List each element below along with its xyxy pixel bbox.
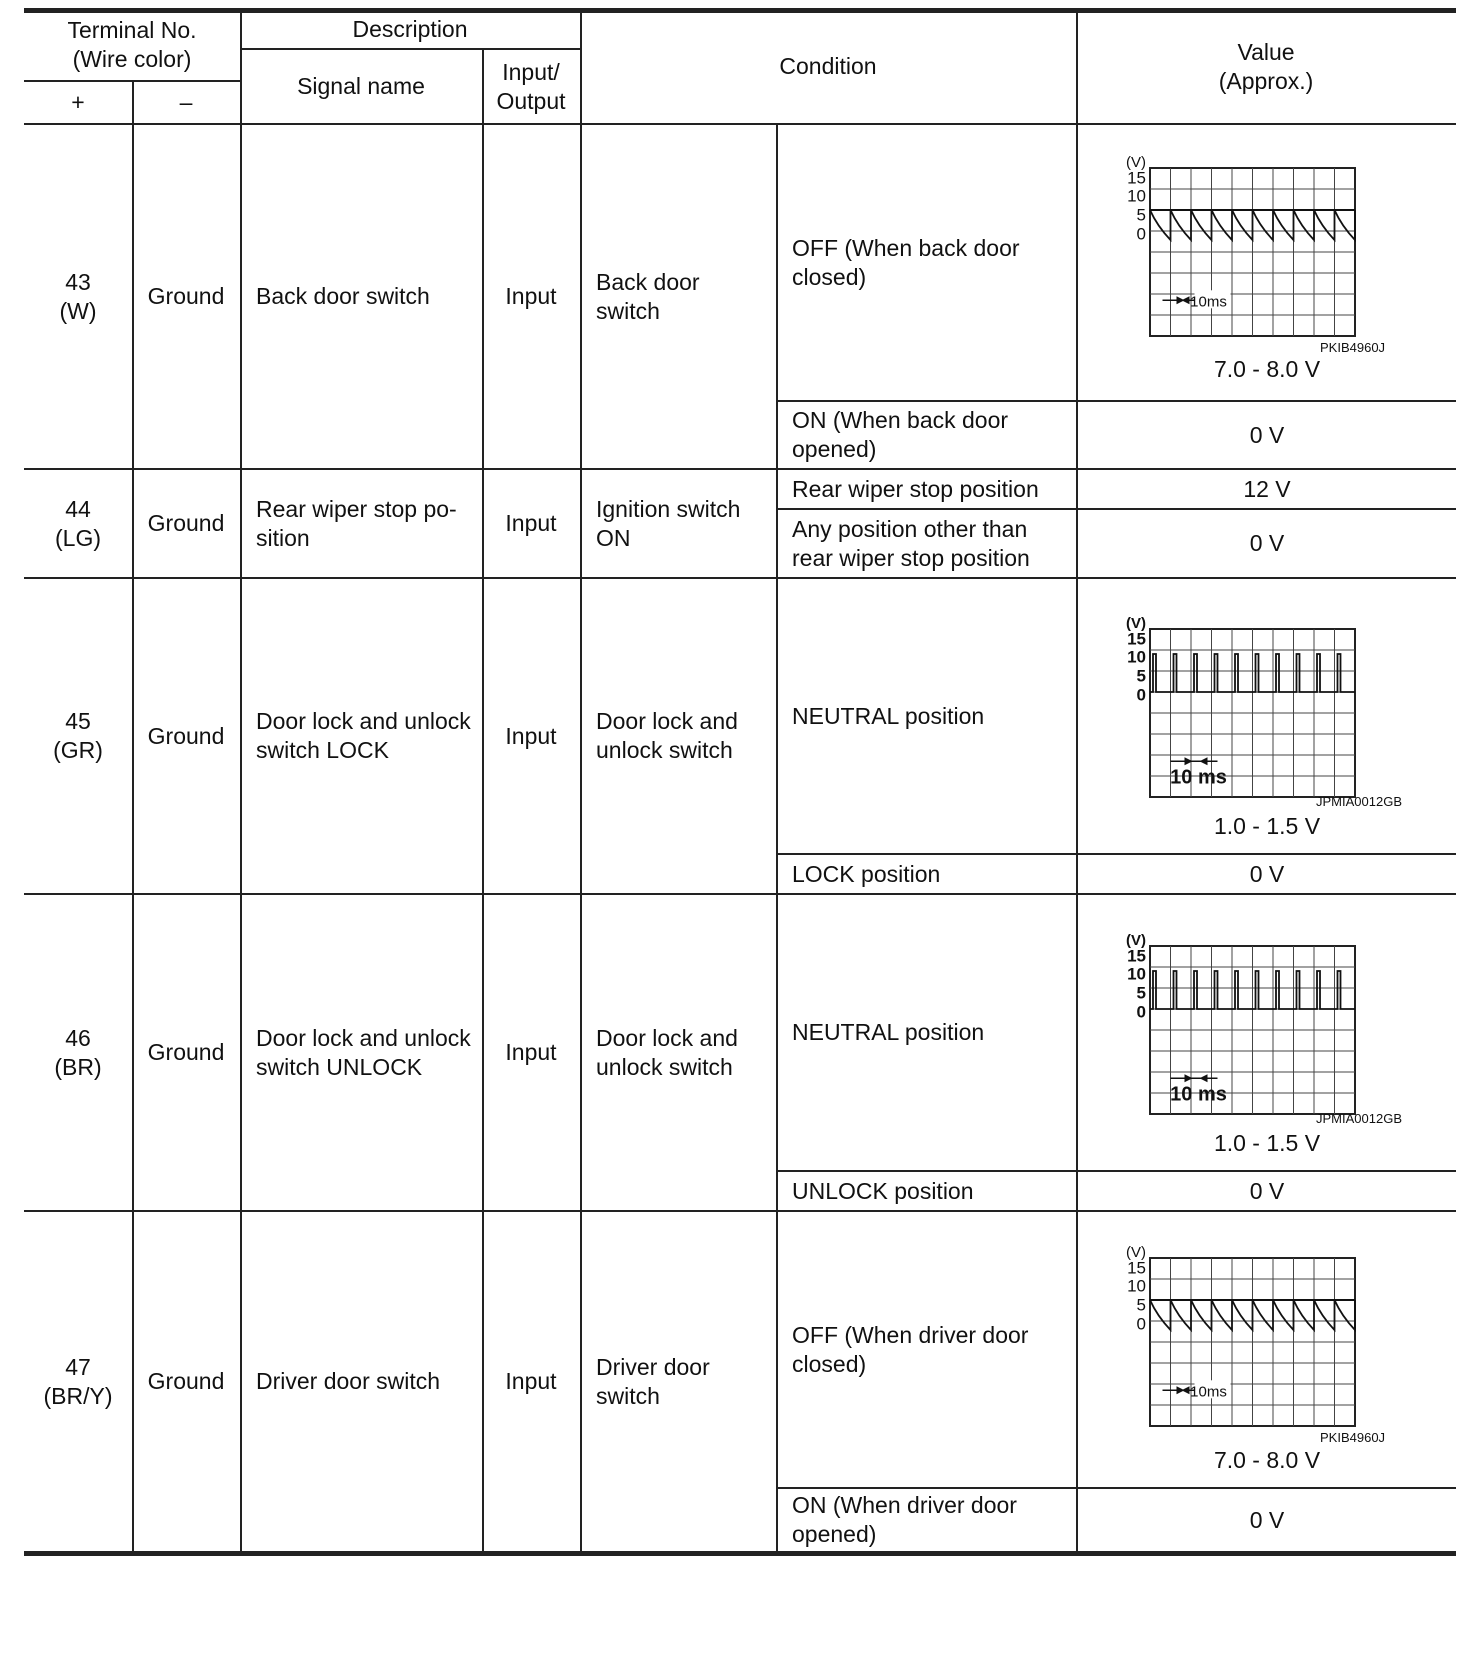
axis-tick-label: 5 (1136, 1295, 1146, 1315)
header-condition: Condition (779, 53, 877, 79)
value: 7.0 - 8.0 V (1213, 1447, 1321, 1473)
value: 0 V (1249, 530, 1285, 556)
axis-tick-label: (V) (1126, 1246, 1146, 1261)
waveform-graph (1120, 934, 1360, 1119)
condition: Driver door switch (596, 1353, 710, 1409)
axis-tick-label: 15 (1127, 168, 1146, 188)
header-input-output: Input/ Output (496, 58, 566, 114)
terminal-number: 44 (LG) (55, 495, 101, 551)
axis-tick-label: 10 (1127, 186, 1146, 206)
waveform-sawtooth (1120, 156, 1360, 341)
ground-terminal: Ground (147, 1039, 225, 1065)
axis-tick-label: 5 (1136, 666, 1146, 686)
arrow-icon (1200, 1074, 1208, 1082)
waveform-trace (1150, 210, 1355, 240)
value: 12 V (1243, 475, 1291, 502)
ground-terminal: Ground (147, 722, 225, 749)
axis-tick-label: 0 (1136, 224, 1146, 244)
divider (1076, 8, 1078, 1553)
sub-condition: UNLOCK position (792, 1177, 974, 1204)
waveform-graph (1120, 1246, 1360, 1431)
sub-condition: Any position other than rear wiper stop position (792, 515, 1030, 571)
value: 0 V (1249, 860, 1285, 887)
terminal-number: 46 (BR) (54, 1024, 102, 1080)
time-division-label: 10 ms (1170, 1083, 1227, 1106)
figure-code: JPMIA0012GB (1316, 1111, 1402, 1126)
sub-condition: ON (When back door opened) (792, 407, 1009, 462)
arrow-icon (1182, 1386, 1190, 1394)
terminal-number: 45 (GR) (53, 708, 103, 763)
input-output: Input (505, 1368, 557, 1394)
axis-tick-label: 5 (1136, 983, 1146, 1003)
table-bottom-rule (24, 1551, 1456, 1556)
header-description: Description (352, 15, 468, 42)
axis-tick-label: 5 (1136, 205, 1146, 225)
arrow-icon (1200, 757, 1208, 765)
terminal-number: 43 (W) (59, 268, 97, 324)
condition: Door lock and unlock switch (596, 1024, 738, 1080)
figure-code: PKIB4960J (1320, 1430, 1386, 1445)
value: 0 V (1249, 1506, 1285, 1533)
value: 0 V (1249, 1177, 1285, 1204)
axis-tick-label: 0 (1136, 685, 1146, 705)
signal-name: Driver door switch (256, 1368, 441, 1394)
condition: Back door switch (596, 268, 700, 324)
axis-tick-label: (V) (1126, 934, 1146, 949)
waveform-pulse (1120, 617, 1360, 802)
condition: Door lock and unlock switch (596, 708, 738, 763)
axis-tick-label: 10 (1127, 964, 1146, 984)
time-division-label: 10ms (1190, 1383, 1227, 1401)
sub-condition: OFF (When back door closed) (792, 234, 1020, 290)
time-division-label: 10 ms (1170, 766, 1227, 789)
waveform-graph (1120, 156, 1360, 341)
axis-tick-label: 0 (1136, 1002, 1146, 1022)
figure-code: JPMIA0012GB (1316, 794, 1402, 809)
input-output: Input (505, 510, 557, 536)
axis-tick-label: 15 (1127, 1258, 1146, 1278)
axis-tick-label: (V) (1126, 156, 1146, 171)
header-plus: + (71, 89, 85, 115)
time-division-label: 10ms (1190, 293, 1227, 311)
waveform-graph (1120, 617, 1360, 802)
value: 0 V (1249, 421, 1285, 448)
header-signal-name: Signal name (297, 73, 425, 99)
arrow-icon (1182, 296, 1190, 304)
condition: Ignition switch ON (596, 495, 741, 551)
ground-terminal: Ground (147, 283, 225, 309)
header-terminal-no: Terminal No. (Wire color) (67, 17, 197, 72)
axis-tick-label: 10 (1127, 1276, 1146, 1296)
signal-name: Door lock and unlock switch UNLOCK (256, 1024, 471, 1080)
value: 7.0 - 8.0 V (1213, 356, 1321, 382)
terminal-number: 47 (BR/Y) (43, 1353, 113, 1409)
value: 1.0 - 1.5 V (1213, 1130, 1321, 1156)
figure-code: PKIB4960J (1320, 340, 1386, 355)
waveform-trace (1150, 1300, 1355, 1330)
sub-condition: NEUTRAL position (792, 1019, 985, 1045)
sub-condition: OFF (When driver door closed) (792, 1321, 1029, 1377)
sub-condition: Rear wiper stop position (792, 475, 1039, 502)
signal-name: Back door switch (256, 283, 430, 309)
value: 1.0 - 1.5 V (1213, 813, 1321, 839)
axis-tick-label: (V) (1126, 617, 1146, 632)
input-output: Input (505, 722, 557, 749)
input-output: Input (505, 1039, 557, 1065)
signal-name: Door lock and unlock switch LOCK (256, 708, 471, 763)
waveform-pulse (1120, 934, 1360, 1119)
axis-tick-label: 15 (1127, 946, 1146, 966)
sub-condition: LOCK position (792, 860, 941, 887)
terminal-table (24, 8, 1456, 1656)
signal-name: Rear wiper stop po- sition (256, 495, 457, 551)
waveform-sawtooth (1120, 1246, 1360, 1431)
header-minus: – (179, 89, 193, 115)
header-value: Value (Approx.) (1218, 38, 1314, 94)
sub-condition: ON (When driver door opened) (792, 1492, 1017, 1547)
ground-terminal: Ground (147, 510, 225, 536)
axis-tick-label: 10 (1127, 647, 1146, 667)
sub-condition: NEUTRAL position (792, 702, 985, 729)
ground-terminal: Ground (147, 1368, 225, 1394)
axis-tick-label: 15 (1127, 629, 1146, 649)
input-output: Input (505, 283, 557, 309)
axis-tick-label: 0 (1136, 1314, 1146, 1334)
